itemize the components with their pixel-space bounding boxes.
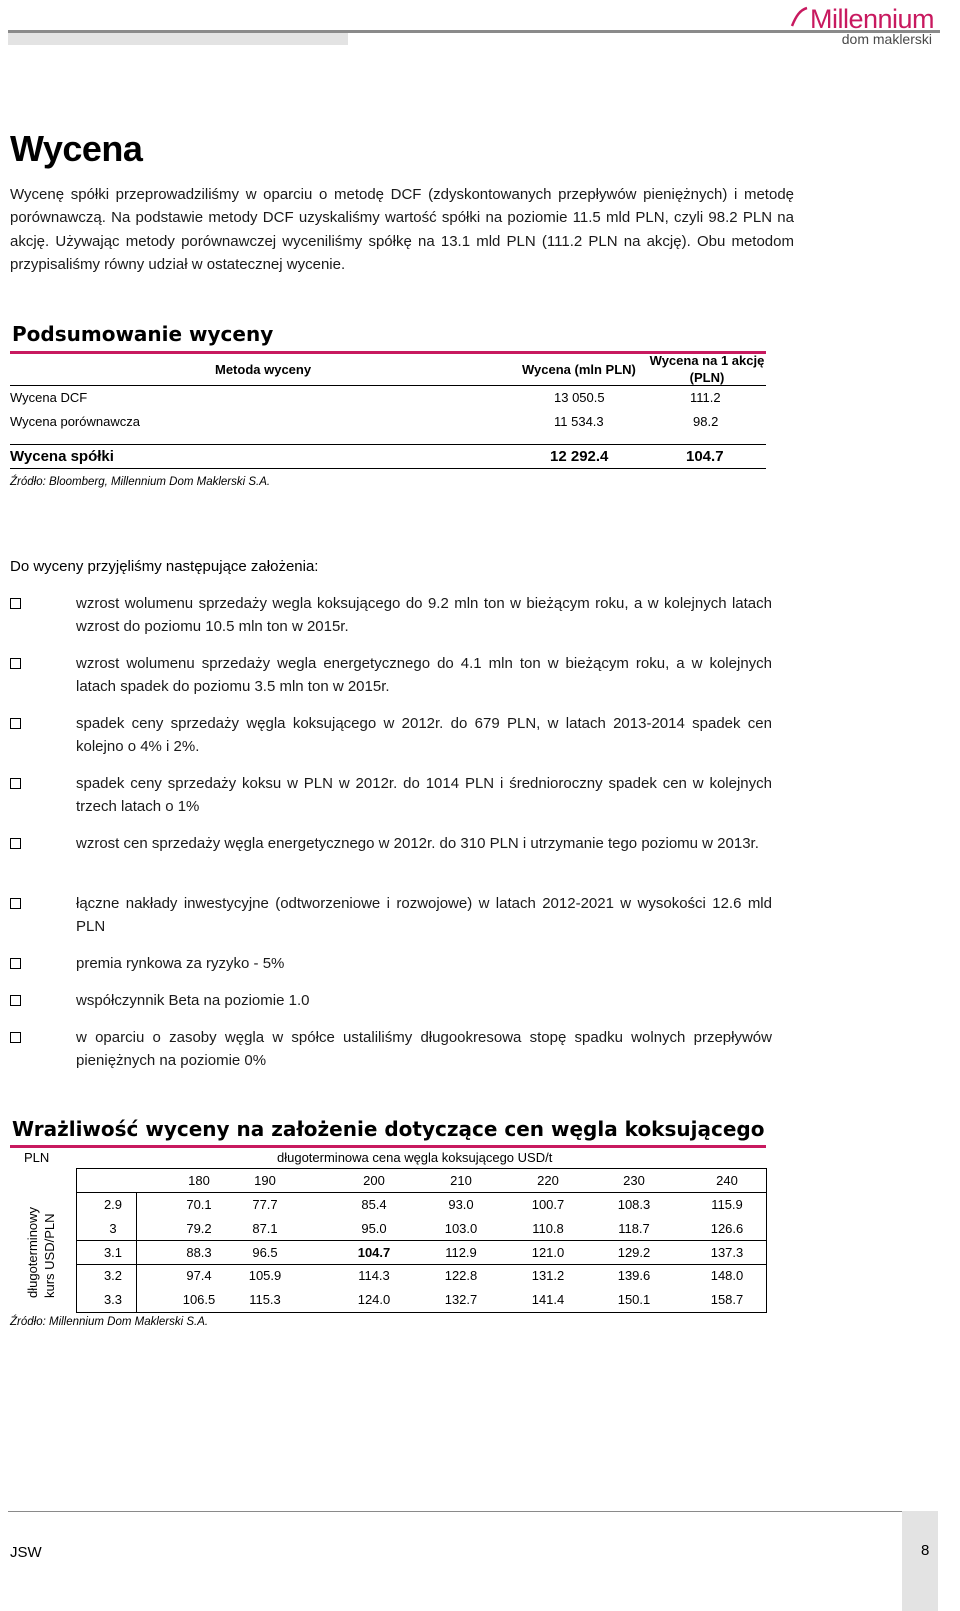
sensitivity-cell: 110.8 — [532, 1221, 564, 1236]
checkbox-bullet-icon — [10, 1032, 21, 1043]
summary-row-per-share: 98.2 — [693, 414, 719, 429]
summary-row-label: Wycena porównawcza — [10, 414, 140, 429]
sensitivity-title: Wrażliwość wyceny na założenie dotyczące cen węgla koksującego — [12, 1117, 765, 1141]
sensitivity-fx-divider — [136, 1192, 137, 1313]
sensitivity-cell: 87.1 — [252, 1221, 278, 1236]
sensitivity-fx-label: 3.2 — [103, 1268, 123, 1283]
checkbox-bullet-icon — [10, 958, 21, 969]
sensitivity-cell: 97.4 — [186, 1268, 212, 1283]
sensitivity-row-rule — [76, 1240, 766, 1241]
sensitivity-fx-label: 3.1 — [103, 1245, 123, 1260]
sensitivity-frame-top — [76, 1168, 766, 1169]
summary-col-per-share — [646, 353, 768, 385]
sensitivity-col-label: 210 — [450, 1173, 472, 1188]
sensitivity-col-label: 240 — [716, 1173, 738, 1188]
logo-subtitle: dom maklerski — [841, 31, 932, 47]
summary-total-label: Wycena spółki — [10, 448, 114, 465]
assumptions-intro: Do wyceny przyjęliśmy następujące założenia: — [10, 558, 319, 575]
assumption-item: współczynnik Beta na poziomie 1.0 — [76, 992, 310, 1009]
summary-col-per-share-line2: (PLN) — [689, 370, 725, 385]
sensitivity-cell: 93.0 — [448, 1197, 474, 1212]
sensitivity-cell: 126.6 — [710, 1221, 744, 1236]
millennium-logo — [788, 2, 938, 48]
sensitivity-cell: 150.1 — [617, 1292, 651, 1307]
sensitivity-cell: 108.3 — [617, 1197, 651, 1212]
sensitivity-fx-label: 3.3 — [103, 1292, 123, 1307]
sensitivity-cell: 85.4 — [361, 1197, 387, 1212]
sensitivity-corner-label: PLN — [24, 1150, 50, 1165]
assumption-item: spadek ceny sprzedaży węgla koksującego w 2012r. do 679 PLN, w latach 2013-2014 spadek cen kolejno o 4% i 2%. — [76, 715, 772, 756]
sensitivity-frame-right — [766, 1168, 767, 1313]
summary-row-label: Wycena DCF — [10, 390, 88, 405]
summary-col-method: Metoda wyceny — [215, 362, 312, 377]
header-band — [8, 33, 348, 45]
summary-total-value: 12 292.4 — [550, 448, 609, 465]
sensitivity-col-label: 180 — [188, 1173, 210, 1188]
sensitivity-cell: 118.7 — [618, 1221, 650, 1236]
sensitivity-cell: 131.2 — [531, 1268, 565, 1283]
intro-paragraph: Wycenę spółki przeprowadziliśmy w oparciu o metodę DCF (zdyskontowanych przepływów pieniężnych) i metodę porównawczą. Na podstawie metody DCF uzyskaliśmy wartość spółki na poziomie 11.5 mld PLN, czyli 98.2 PLN na akcję. Używając metody porównawczej wyceniliśmy spółkę na 13.1 mld PLN (111.2 PLN na akcję). Obu metodom przypisaliśmy równy udział w ostatecznej wycenie. — [10, 186, 794, 273]
checkbox-bullet-icon — [10, 658, 21, 669]
sensitivity-cell: 139.6 — [617, 1268, 651, 1283]
checkbox-bullet-icon — [10, 718, 21, 729]
summary-row-value: 11 534.3 — [554, 414, 604, 429]
logo-swoosh-icon — [790, 6, 808, 28]
logo-wordmark: Millennium — [809, 4, 934, 34]
sensitivity-cell: 79.2 — [186, 1221, 212, 1236]
sensitivity-frame-bottom — [76, 1312, 766, 1313]
sensitivity-cell: 121.0 — [531, 1245, 565, 1260]
assumption-item: wzrost wolumenu sprzedaży wegla koksującego do 9.2 mln ton w bieżącym roku, a w kolejnych latach wzrost do poziomu 10.5 mln ton w 2015r. — [76, 595, 772, 636]
sensitivity-cell: 141.4 — [531, 1292, 565, 1307]
summary-col-value: Wycena (mln PLN) — [522, 362, 636, 377]
sensitivity-source: Źródło: Millennium Dom Maklerski S.A. — [10, 1316, 209, 1328]
assumption-item: łączne nakłady inwestycyjne (odtworzeniowe i rozwojowe) w latach 2012-2021 w wysokości 12.6 mld PLN — [76, 895, 772, 936]
sensitivity-cell: 158.7 — [710, 1292, 744, 1307]
sensitivity-cell: 103.0 — [444, 1221, 478, 1236]
assumption-item: spadek ceny sprzedaży koksu w PLN w 2012r. do 1014 PLN i średnioroczny spadek cen w kolejnych trzech latach o 1% — [76, 775, 772, 816]
sensitivity-cell: 122.8 — [444, 1268, 478, 1283]
summary-row-per-share: 111.2 — [690, 390, 721, 405]
summary-title: Podsumowanie wyceny — [12, 322, 274, 346]
assumption-item: w oparciu o zasoby węgla w spółce ustaliliśmy długookresowa stopę spadku wolnych przepływów pieniężnych na poziomie 0% — [76, 1029, 772, 1070]
summary-total-per-share: 104.7 — [686, 448, 724, 465]
summary-source: Źródło: Bloomberg, Millennium Dom Maklerski S.A. — [10, 476, 271, 488]
sensitivity-cell: 137.3 — [710, 1245, 744, 1260]
sensitivity-header-rule — [76, 1192, 766, 1193]
sensitivity-cell: 112.9 — [445, 1245, 477, 1260]
sensitivity-cell: 115.9 — [711, 1197, 743, 1212]
sensitivity-col-label: 190 — [254, 1173, 276, 1188]
page-number: 8 — [921, 1542, 930, 1559]
assumption-item: premia rynkowa za ryzyko - 5% — [76, 955, 285, 972]
assumption-item: wzrost cen sprzedaży węgla energetycznego w 2012r. do 310 PLN i utrzymanie tego poziomu w 2013r. — [76, 835, 759, 852]
sensitivity-cell: 77.7 — [252, 1197, 278, 1212]
assumption-item: wzrost wolumenu sprzedaży wegla energetycznego do 4.1 mln ton w bieżącym roku, a w kolejnych latach spadek do poziomu 3.5 mln ton w 2015r. — [76, 655, 772, 696]
summary-col-per-share-line1: Wycena na 1 akcję — [649, 353, 765, 368]
sensitivity-cell: 132.7 — [444, 1292, 478, 1307]
sensitivity-cell: 129.2 — [617, 1245, 651, 1260]
checkbox-bullet-icon — [10, 995, 21, 1006]
sensitivity-row-rule — [76, 1264, 766, 1265]
sensitivity-col-label: 200 — [363, 1173, 385, 1188]
checkbox-bullet-icon — [10, 838, 21, 849]
sensitivity-cell: 105.9 — [248, 1268, 282, 1283]
sensitivity-fx-label: 2.9 — [103, 1197, 123, 1212]
sensitivity-cell: 100.7 — [531, 1197, 565, 1212]
sensitivity-title-rule — [10, 1145, 766, 1148]
sensitivity-row-header — [24, 1207, 58, 1298]
sensitivity-cell: 114.3 — [358, 1268, 390, 1283]
summary-header-rule — [10, 385, 766, 386]
sensitivity-cell: 124.0 — [357, 1292, 391, 1307]
sensitivity-cell: 96.5 — [252, 1245, 278, 1260]
sensitivity-cell: 95.0 — [361, 1221, 387, 1236]
summary-total-bottom-rule — [10, 468, 766, 469]
footer-rule — [8, 1511, 936, 1512]
page-title: Wycena — [10, 128, 143, 169]
checkbox-bullet-icon — [10, 598, 21, 609]
checkbox-bullet-icon — [10, 778, 21, 789]
sensitivity-cell: 104.7 — [357, 1245, 391, 1260]
summary-row-value: 13 050.5 — [554, 390, 605, 405]
sensitivity-cell: 148.0 — [710, 1268, 744, 1283]
sensitivity-col-label: 230 — [623, 1173, 645, 1188]
sensitivity-cell: 88.3 — [186, 1245, 212, 1260]
sensitivity-row-header-line2: kurs USD/PLN — [42, 1213, 57, 1298]
sensitivity-cell: 115.3 — [249, 1292, 281, 1307]
sensitivity-fx-label: 3 — [109, 1221, 117, 1236]
sensitivity-col-label: 220 — [537, 1173, 559, 1188]
sensitivity-col-header: długoterminowa cena węgla koksującego USD/t — [277, 1150, 553, 1165]
sensitivity-cell: 106.5 — [182, 1292, 216, 1307]
footer-band — [902, 1511, 938, 1611]
summary-total-top-rule — [10, 444, 766, 445]
sensitivity-row-header-line1: długoterminowy — [25, 1206, 40, 1298]
footer-company: JSW — [10, 1544, 42, 1561]
checkbox-bullet-icon — [10, 898, 21, 909]
sensitivity-cell: 70.1 — [186, 1197, 212, 1212]
